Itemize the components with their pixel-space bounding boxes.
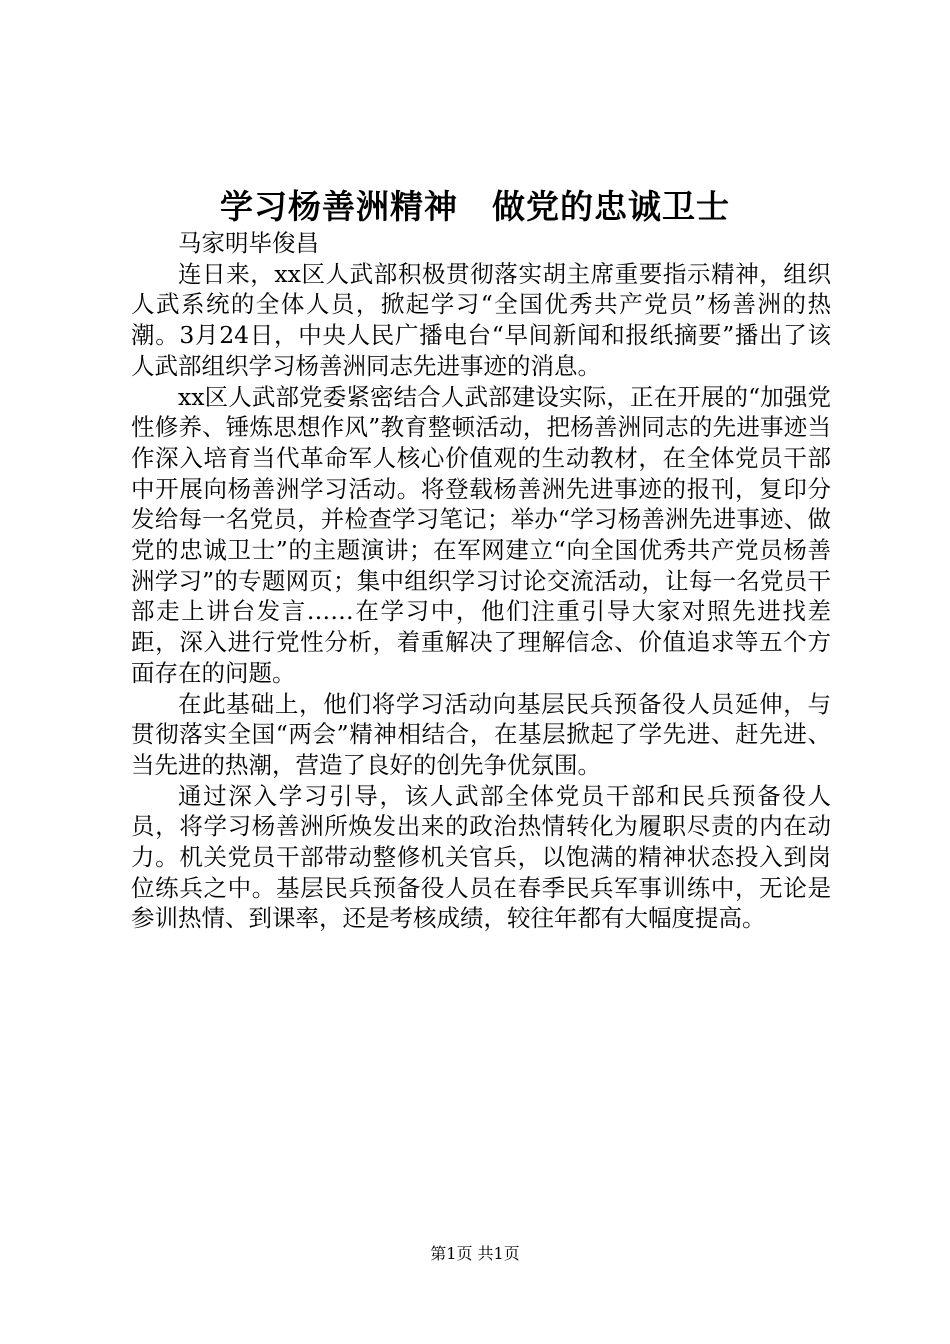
paragraph-1: 连日来，xx区人武部积极贯彻落实胡主席重要指示精神，组织人武系统的全体人员，掀起学习“全国优秀共产党员”杨善洲的热潮。3月24日，中央人民广播电台“早间新闻和报纸摘要”播出了该人武部组织学习杨善洲同志先进事迹的消息。	[131, 259, 831, 380]
paragraph-2: xx区人武部党委紧密结合人武部建设实际，正在开展的“加强党性修养、锤炼思想作风”教育整顿活动，把杨善洲同志的先进事迹当作深入培育当代革命军人核心价值观的生动教材，在全体党员干部中开展向杨善洲学习活动。将登载杨善洲先进事迹的报刊，复印分发给每一名党员，并检查学习笔记；举办“学习杨善洲先进事迹、做党的忠诚卫士”的主题演讲；在军网建立“向全国优秀共产党员杨善洲学习”的专题网页；集中组织学习讨论交流活动，让每一名党员干部走上讲台发言……在学习中，他们注重引导大家对照先进找差距，深入进行党性分析，着重解决了理解信念、价值追求等五个方面存在的问题。	[131, 382, 831, 687]
page-footer: 第1页 共1页	[430, 1244, 520, 1263]
paragraph-3: 在此基础上，他们将学习活动向基层民兵预备役人员延伸，与贯彻落实全国“两会”精神相结合，在基层掀起了学先进、赶先进、当先进的热潮，营造了良好的创先争优氛围。	[131, 689, 831, 779]
document-body	[131, 228, 831, 934]
author-line: 马家明毕俊昌	[178, 229, 319, 257]
document-title: 学习杨善洲精神 做党的忠诚卫士	[220, 187, 730, 226]
paragraph-4: 通过深入学习引导，该人武部全体党员干部和民兵预备役人员，将学习杨善洲所焕发出来的政治热情转化为履职尽责的内在动力。机关党员干部带动整修机关官兵，以饱满的精神状态投入到岗位练兵之中。基层民兵预备役人员在春季民兵军事训练中，无论是参训热情、到课率，还是考核成绩，较往年都有大幅度提高。	[131, 781, 831, 933]
